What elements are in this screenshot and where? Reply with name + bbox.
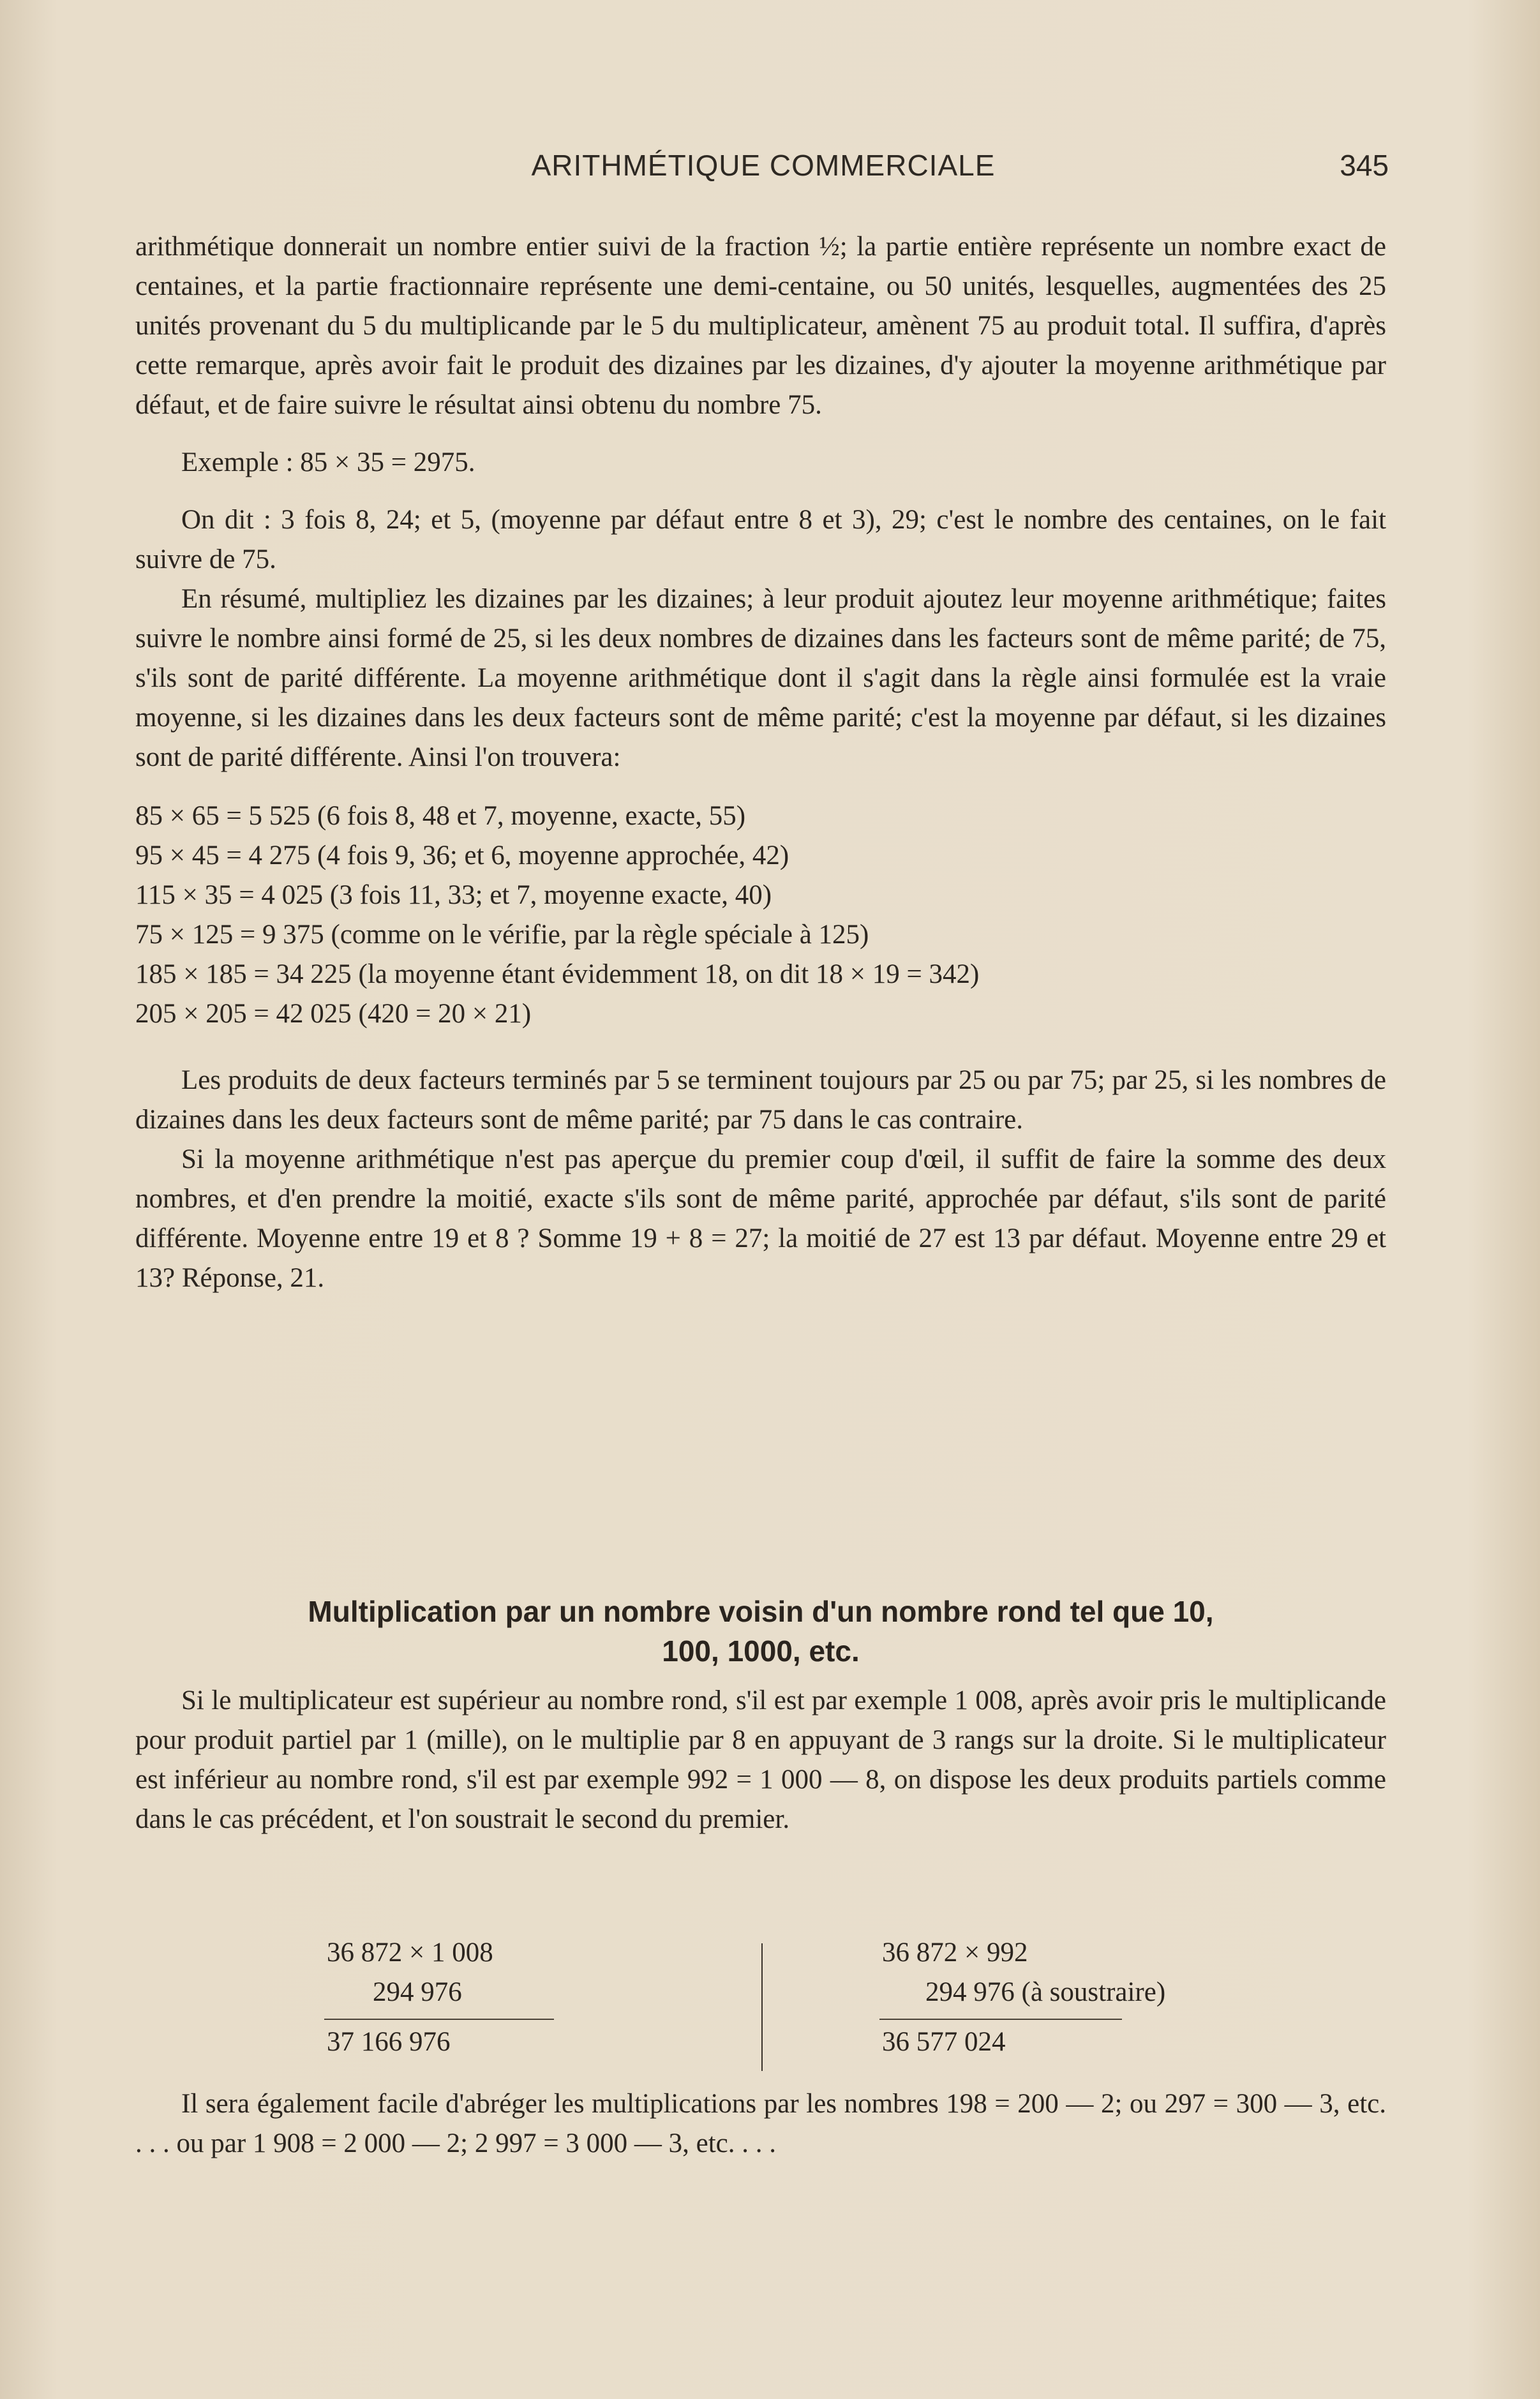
paragraph-continuation: arithmétique donnerait un nombre entier suivi de la fraction ½; la partie entière représente un nombre exact de centaines, et la partie fractionnaire représente une demi-centaine, ou 50 unités, lesquelles, augmentées des 25 unités provenant du 5 du multiplicande par le 5 du multiplicateur, amènent 75 au produit total. Il suffira, d'après cette remarque, après avoir fait le produit des dizaines par les dizaines, d'y ajouter la moyenne arithmétique par défaut, et de faire suivre le résultat ainsi obtenu du nombre 75.: [135, 232, 1386, 420]
multiplication-examples: [324, 1937, 1320, 2084]
section-heading-line: 100, 1000, etc.: [662, 1634, 860, 1668]
paragraph-summary: En résumé, multipliez les dizaines par les dizaines; à leur produit ajoutez leur moyenne arithmétique; faites suivre le nombre ainsi formé de 25, si les deux nombres de dizaines dans les facteurs sont de même parité; de 75, s'ils sont de parité différente. La moyenne arithmétique dont il s'agit dans la règle ainsi formulée est la vraie moyenne, si les dizaines dans les deux facteurs sont de même parité; c'est la moyenne par défaut, si les dizaines sont de parité différente. Ainsi l'on trouvera:: [135, 584, 1386, 772]
page-number: 345: [1340, 149, 1389, 182]
formula-line: 205 × 205 = 42 025 (420 = 20 × 21): [135, 999, 532, 1029]
paragraph-average: Si la moyenne arithmétique n'est pas aperçue du premier coup d'œil, il suffit de faire la somme des deux nombres, et d'en prendre la moitié, exacte s'ils sont de même parité, approchée par défaut, s'ils sont de parité différente. Moyenne entre 19 et 8 ? Somme 19 + 8 = 27; la moitié de 27 est 13 par défaut. Moyenne entre 29 et 13? Réponse, 21.: [135, 1144, 1386, 1293]
section-heading-line: Multiplication par un nombre voisin d'un nombre rond tel que 10,: [308, 1595, 1214, 1628]
running-title: ARITHMÉTIQUE COMMERCIALE: [531, 149, 996, 182]
formula-line: 95 × 45 = 4 275 (4 fois 9, 36; et 6, moyenne approchée, 42): [135, 841, 789, 871]
running-head: [138, 148, 1389, 186]
calc-multiplicand: 36 872 × 992: [882, 1938, 1028, 1968]
section-body-2: [135, 1681, 1386, 1839]
section-body-1: [135, 227, 1386, 1298]
formula-line: 185 × 185 = 34 225 (la moyenne étant évidemment 18, on dit 18 × 19 = 342): [135, 959, 980, 989]
section-heading: [135, 1592, 1386, 1671]
paragraph-other-numbers: Il sera également facile d'abréger les multiplications par les nombres 198 = 200 — 2; ou 297 = 300 — 3, etc. . . . ou par 1 908 = 2 000 — 2; 2 997 = 3 000 — 3, etc. . . .: [135, 2089, 1386, 2158]
calc-partial-product: 294 976: [373, 1977, 462, 2007]
paragraph-multiplier: Si le multiplicateur est supérieur au nombre rond, s'il est par exemple 1 008, après avoir pris le multiplicande pour produit partiel par 1 (mille), on le multiplie par 8 en appuyant de 3 rangs sur la droite. Si le multiplicateur est inférieur au nombre rond, s'il est par exemple 992 = 1 000 — 8, on dispose les deux produits partiels comme dans le cas précédent, et l'on soustrait le second du premier.: [135, 1685, 1386, 1834]
paragraph-example: Exemple : 85 × 35 = 2975.: [181, 447, 475, 477]
formula-line: 115 × 35 = 4 025 (3 fois 11, 33; et 7, moyenne exacte, 40): [135, 880, 772, 910]
calc-partial-product: 294 976 (à soustraire): [925, 1977, 1166, 2007]
formula-line: 75 × 125 = 9 375 (comme on le vérifie, par la règle spéciale à 125): [135, 920, 869, 950]
calc-rule: [879, 2019, 1122, 2020]
calc-divider: [761, 1943, 763, 2071]
formula-list: [135, 796, 1386, 1034]
section-body-3: [135, 2084, 1386, 2164]
calc-result: 37 166 976: [327, 2027, 451, 2057]
calc-result: 36 577 024: [882, 2027, 1006, 2057]
calc-multiplicand: 36 872 × 1 008: [327, 1938, 493, 1968]
calc-rule: [324, 2019, 554, 2020]
paragraph-explanation: On dit : 3 fois 8, 24; et 5, (moyenne par défaut entre 8 et 3), 29; c'est le nombre des centaines, on le fait suivre de 75.: [135, 505, 1386, 574]
formula-line: 85 × 65 = 5 525 (6 fois 8, 48 et 7, moyenne, exacte, 55): [135, 801, 746, 831]
paragraph-endings: Les produits de deux facteurs terminés par 5 se terminent toujours par 25 ou par 75; par 25, si les nombres de dizaines dans les deux facteurs sont de même parité; par 75 dans le cas contraire.: [135, 1065, 1386, 1135]
